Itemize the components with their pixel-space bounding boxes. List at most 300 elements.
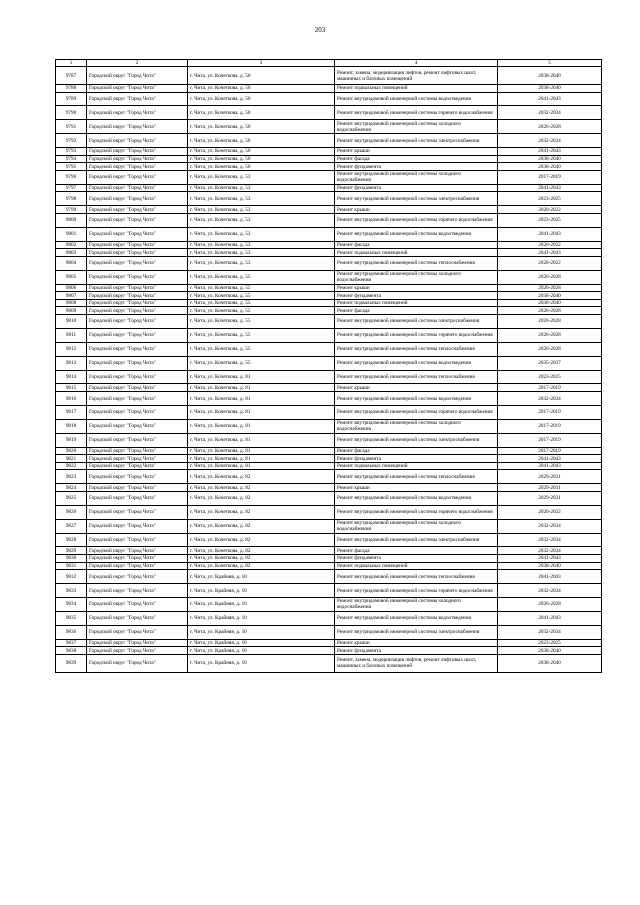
period-cell: 2038-2040: [498, 654, 602, 672]
row-number: 9835: [56, 611, 87, 625]
work-type-cell: Ремонт фасада: [335, 547, 498, 555]
municipality-cell: Городской округ "Город Чита": [87, 227, 188, 241]
address-cell: г. Чита, ул. Кочеткова, д. 50: [188, 92, 335, 106]
work-type-cell: Ремонт крыши: [335, 206, 498, 214]
municipality-cell: Городской округ "Город Чита": [87, 307, 188, 315]
row-number: 9791: [56, 120, 87, 134]
row-number: 9822: [56, 462, 87, 470]
row-number: 9827: [56, 519, 87, 533]
municipality-cell: Городской округ "Город Чита": [87, 405, 188, 419]
address-cell: г. Чита, ул. Кочеткова, д. 55: [188, 299, 335, 307]
municipality-cell: Городской округ "Город Чита": [87, 598, 188, 612]
row-number: 9808: [56, 299, 87, 307]
table-row: [56, 484, 602, 492]
row-number: 9820: [56, 447, 87, 455]
table-row: [56, 505, 602, 519]
address-cell: г. Чита, ул. Кочеткова, д. 50: [188, 163, 335, 171]
work-type-cell: Ремонт внутридомовой инженерной системы электроснабжения: [335, 433, 498, 447]
address-cell: г. Чита, ул. Кочеткова, д. 82: [188, 547, 335, 555]
address-cell: г. Чита, ул. Кочеткова, д. 81: [188, 455, 335, 463]
address-cell: г. Чита, ул. Кочеткова, д. 82: [188, 491, 335, 505]
row-number: 9814: [56, 370, 87, 384]
work-type-cell: Ремонт внутридомовой инженерной системы теплоснабжения: [335, 370, 498, 384]
work-type-cell: Ремонт подвальных помещений: [335, 249, 498, 257]
municipality-cell: Городской округ "Город Чита": [87, 462, 188, 470]
municipality-cell: Городской округ "Город Чита": [87, 370, 188, 384]
address-cell: г. Чита, ул. Кочеткова, д. 81: [188, 405, 335, 419]
municipality-cell: Городской округ "Город Чита": [87, 85, 188, 93]
municipality-cell: Городской округ "Город Чита": [87, 270, 188, 284]
address-cell: г. Чита, ул. Крайняя, д. 10: [188, 570, 335, 584]
work-type-cell: Ремонт внутридомовой инженерной системы электроснабжения: [335, 533, 498, 547]
municipality-cell: Городской округ "Город Чита": [87, 342, 188, 356]
municipality-cell: Городской округ "Город Чита": [87, 292, 188, 300]
address-cell: г. Чита, ул. Кочеткова, д. 82: [188, 519, 335, 533]
row-number: 9826: [56, 505, 87, 519]
address-cell: г. Чита, ул. Кочеткова, д. 53: [188, 256, 335, 270]
address-cell: г. Чита, ул. Кочеткова, д. 50: [188, 148, 335, 156]
table-row: [56, 547, 602, 555]
municipality-cell: Городской округ "Город Чита": [87, 299, 188, 307]
period-cell: 2038-2040: [498, 67, 602, 85]
period-cell: 2038-2040: [498, 299, 602, 307]
row-number: 9834: [56, 598, 87, 612]
period-cell: 2026-2028: [498, 284, 602, 292]
row-number: 9815: [56, 384, 87, 392]
table-row: [56, 256, 602, 270]
address-cell: г. Чита, ул. Кочеткова, д. 53: [188, 249, 335, 257]
work-type-cell: Ремонт внутридомовой инженерной системы водоотведения: [335, 611, 498, 625]
period-cell: 2017-2019: [498, 433, 602, 447]
table-row: [56, 654, 602, 672]
column-header: 3: [188, 60, 335, 67]
table-row: [56, 462, 602, 470]
work-type-cell: Ремонт фундамента: [335, 163, 498, 171]
work-type-cell: Ремонт фундамента: [335, 292, 498, 300]
municipality-cell: Городской округ "Город Чита": [87, 570, 188, 584]
row-number: 9797: [56, 184, 87, 192]
period-cell: 2038-2040: [498, 647, 602, 655]
table-row: [56, 455, 602, 463]
table-row: [56, 470, 602, 484]
period-cell: 2041-2043: [498, 249, 602, 257]
table-row: [56, 555, 602, 563]
period-cell: 2038-2040: [498, 163, 602, 171]
work-type-cell: Ремонт фасада: [335, 447, 498, 455]
address-cell: г. Чита, ул. Кочеткова, д. 55: [188, 342, 335, 356]
municipality-cell: Городской округ "Город Чита": [87, 120, 188, 134]
work-type-cell: Ремонт подвальных помещений: [335, 85, 498, 93]
address-cell: г. Чита, ул. Кочеткова, д. 81: [188, 447, 335, 455]
table-row: [56, 106, 602, 120]
address-cell: г. Чита, ул. Кочеткова, д. 55: [188, 284, 335, 292]
work-type-cell: Ремонт внутридомовой инженерной системы горячего водоснабжения: [335, 328, 498, 342]
table-row: [56, 241, 602, 249]
municipality-cell: Городской округ "Город Чита": [87, 519, 188, 533]
work-type-cell: Ремонт внутридомовой инженерной системы холодного водоснабжения: [335, 519, 498, 533]
table-row: [56, 213, 602, 227]
row-number: 9799: [56, 206, 87, 214]
work-type-cell: Ремонт крыши: [335, 148, 498, 156]
municipality-cell: Городской округ "Город Чита": [87, 249, 188, 257]
period-cell: 2032-2034: [498, 134, 602, 148]
municipality-cell: Городской округ "Город Чита": [87, 163, 188, 171]
municipality-cell: Городской округ "Город Чита": [87, 419, 188, 433]
period-cell: 2026-2028: [498, 342, 602, 356]
row-number: 9831: [56, 562, 87, 570]
period-cell: 2017-2019: [498, 384, 602, 392]
address-cell: г. Чита, ул. Крайняя, д. 10: [188, 611, 335, 625]
table-row: [56, 491, 602, 505]
work-type-cell: Ремонт внутридомовой инженерной системы теплоснабжения: [335, 570, 498, 584]
table-row: [56, 598, 602, 612]
row-number: 9825: [56, 491, 87, 505]
table-row: [56, 284, 602, 292]
period-cell: 2032-2034: [498, 533, 602, 547]
address-cell: г. Чита, ул. Кочеткова, д. 50: [188, 67, 335, 85]
period-cell: 2032-2034: [498, 547, 602, 555]
work-type-cell: Ремонт внутридомовой инженерной системы электроснабжения: [335, 315, 498, 329]
address-cell: г. Чита, ул. Крайняя, д. 10: [188, 639, 335, 647]
address-cell: г. Чита, ул. Кочеткова, д. 53: [188, 213, 335, 227]
period-cell: 2032-2034: [498, 584, 602, 598]
period-cell: 2017-2019: [498, 405, 602, 419]
row-number: 9790: [56, 106, 87, 120]
period-cell: 2023-2025: [498, 370, 602, 384]
period-cell: 2041-2043: [498, 184, 602, 192]
municipality-cell: Городской округ "Город Чита": [87, 555, 188, 563]
address-cell: г. Чита, ул. Кочеткова, д. 53: [188, 227, 335, 241]
work-type-cell: Ремонт фасада: [335, 307, 498, 315]
period-cell: 2038-2040: [498, 155, 602, 163]
row-number: 9819: [56, 433, 87, 447]
work-type-cell: Ремонт фасада: [335, 155, 498, 163]
period-cell: 2023-2025: [498, 192, 602, 206]
period-cell: 2041-2043: [498, 92, 602, 106]
period-cell: 2026-2028: [498, 270, 602, 284]
address-cell: г. Чита, ул. Кочеткова, д. 55: [188, 328, 335, 342]
work-type-cell: Ремонт крыши: [335, 639, 498, 647]
table-row: [56, 92, 602, 106]
row-number: 9801: [56, 227, 87, 241]
municipality-cell: Городской округ "Город Чита": [87, 484, 188, 492]
column-header: 4: [335, 60, 498, 67]
address-cell: г. Чита, ул. Кочеткова, д. 82: [188, 562, 335, 570]
municipality-cell: Городской округ "Город Чита": [87, 455, 188, 463]
row-number: 9802: [56, 241, 87, 249]
address-cell: г. Чита, ул. Крайняя, д. 10: [188, 625, 335, 639]
table-row: [56, 384, 602, 392]
row-number: 9811: [56, 328, 87, 342]
work-type-cell: Ремонт крыши: [335, 284, 498, 292]
row-number: 9806: [56, 284, 87, 292]
address-cell: г. Чита, ул. Кочеткова, д. 53: [188, 206, 335, 214]
period-cell: 2032-2034: [498, 625, 602, 639]
municipality-cell: Городской округ "Город Чита": [87, 562, 188, 570]
row-number: 9800: [56, 213, 87, 227]
table-row: [56, 570, 602, 584]
address-cell: г. Чита, ул. Крайняя, д. 10: [188, 647, 335, 655]
table-row: [56, 405, 602, 419]
table-row: [56, 67, 602, 85]
row-number: 9793: [56, 148, 87, 156]
municipality-cell: Городской округ "Город Чита": [87, 647, 188, 655]
period-cell: 2026-2028: [498, 328, 602, 342]
period-cell: 2041-2043: [498, 570, 602, 584]
row-number: 9833: [56, 584, 87, 598]
municipality-cell: Городской округ "Город Чита": [87, 155, 188, 163]
row-number: 9805: [56, 270, 87, 284]
municipality-cell: Городской округ "Город Чита": [87, 611, 188, 625]
municipality-cell: Городской округ "Город Чита": [87, 67, 188, 85]
municipality-cell: Городской округ "Город Чита": [87, 106, 188, 120]
municipality-cell: Городской округ "Город Чита": [87, 241, 188, 249]
address-cell: г. Чита, ул. Кочеткова, д. 50: [188, 106, 335, 120]
table-row: [56, 249, 602, 257]
work-type-cell: Ремонт внутридомовой инженерной системы водоотведения: [335, 491, 498, 505]
table-row: [56, 433, 602, 447]
table-row: [56, 370, 602, 384]
table-row: [56, 192, 602, 206]
address-cell: г. Чита, ул. Кочеткова, д. 81: [188, 392, 335, 406]
repair-schedule-table: [55, 59, 602, 673]
table-row: [56, 163, 602, 171]
address-cell: г. Чита, ул. Кочеткова, д. 53: [188, 184, 335, 192]
work-type-cell: Ремонт фасада: [335, 241, 498, 249]
work-type-cell: Ремонт внутридомовой инженерной системы электроснабжения: [335, 625, 498, 639]
municipality-cell: Городской округ "Город Чита": [87, 192, 188, 206]
row-number: 9838: [56, 647, 87, 655]
address-cell: г. Чита, ул. Кочеткова, д. 50: [188, 85, 335, 93]
period-cell: 2035-2037: [498, 356, 602, 370]
row-number: 9807: [56, 292, 87, 300]
work-type-cell: Ремонт крыши: [335, 384, 498, 392]
municipality-cell: Городской округ "Город Чита": [87, 134, 188, 148]
row-number: 9789: [56, 92, 87, 106]
table-row: [56, 447, 602, 455]
municipality-cell: Городской округ "Город Чита": [87, 625, 188, 639]
row-number: 9824: [56, 484, 87, 492]
municipality-cell: Городской округ "Город Чита": [87, 206, 188, 214]
period-cell: 2041-2043: [498, 611, 602, 625]
row-number: 9812: [56, 342, 87, 356]
period-cell: 2017-2019: [498, 447, 602, 455]
table-row: [56, 155, 602, 163]
table-row: [56, 356, 602, 370]
table-row: [56, 134, 602, 148]
period-cell: 2032-2034: [498, 519, 602, 533]
address-cell: г. Чита, ул. Кочеткова, д. 81: [188, 384, 335, 392]
work-type-cell: Ремонт внутридомовой инженерной системы горячего водоснабжения: [335, 405, 498, 419]
row-number: 9821: [56, 455, 87, 463]
address-cell: г. Чита, ул. Крайняя, д. 10: [188, 654, 335, 672]
period-cell: 2029-2031: [498, 470, 602, 484]
table-row: [56, 270, 602, 284]
period-cell: 2038-2040: [498, 562, 602, 570]
row-number: 9787: [56, 67, 87, 85]
page-number: 203: [314, 26, 326, 34]
address-cell: г. Чита, ул. Кочеткова, д. 53: [188, 241, 335, 249]
address-cell: г. Чита, ул. Кочеткова, д. 50: [188, 134, 335, 148]
period-cell: 2041-2043: [498, 555, 602, 563]
work-type-cell: Ремонт подвальных помещений: [335, 462, 498, 470]
table-row: [56, 562, 602, 570]
work-type-cell: Ремонт внутридомовой инженерной системы горячего водоснабжения: [335, 584, 498, 598]
municipality-cell: Городской округ "Город Чита": [87, 491, 188, 505]
work-type-cell: Ремонт внутридомовой инженерной системы водоотведения: [335, 227, 498, 241]
table-row: [56, 392, 602, 406]
table-row: [56, 342, 602, 356]
table-row: [56, 206, 602, 214]
address-cell: г. Чита, ул. Кочеткова, д. 82: [188, 533, 335, 547]
table-row: [56, 85, 602, 93]
work-type-cell: Ремонт, замена, модернизация лифтов, ремонт лифтовых шахт, машинных и блочных помещений: [335, 67, 498, 85]
municipality-cell: Городской округ "Город Чита": [87, 654, 188, 672]
municipality-cell: Городской округ "Город Чита": [87, 213, 188, 227]
address-cell: г. Чита, ул. Кочеткова, д. 81: [188, 370, 335, 384]
table-row: [56, 148, 602, 156]
work-type-cell: Ремонт фундамента: [335, 455, 498, 463]
period-cell: 2026-2028: [498, 307, 602, 315]
work-type-cell: Ремонт внутридомовой инженерной системы холодного водоснабжения: [335, 120, 498, 134]
work-type-cell: Ремонт крыши: [335, 484, 498, 492]
row-number: 9828: [56, 533, 87, 547]
period-cell: 2041-2043: [498, 148, 602, 156]
address-cell: г. Чита, ул. Кочеткова, д. 55: [188, 270, 335, 284]
table-row: [56, 292, 602, 300]
municipality-cell: Городской округ "Город Чита": [87, 184, 188, 192]
row-number: 9798: [56, 192, 87, 206]
municipality-cell: Городской округ "Город Чита": [87, 92, 188, 106]
municipality-cell: Городской округ "Город Чита": [87, 547, 188, 555]
table-row: [56, 625, 602, 639]
table-row: [56, 307, 602, 315]
table-row: [56, 315, 602, 329]
address-cell: г. Чита, ул. Кочеткова, д. 82: [188, 555, 335, 563]
table-row: [56, 419, 602, 433]
work-type-cell: Ремонт фундамента: [335, 555, 498, 563]
municipality-cell: Городской округ "Город Чита": [87, 170, 188, 184]
address-cell: г. Чита, ул. Крайняя, д. 10: [188, 598, 335, 612]
period-cell: 2032-2034: [498, 392, 602, 406]
row-number: 9804: [56, 256, 87, 270]
municipality-cell: Городской округ "Город Чита": [87, 148, 188, 156]
row-number: 9788: [56, 85, 87, 93]
address-cell: г. Чита, ул. Кочеткова, д. 50: [188, 120, 335, 134]
table-row: [56, 639, 602, 647]
municipality-cell: Городской округ "Город Чита": [87, 284, 188, 292]
work-type-cell: Ремонт внутридомовой инженерной системы теплоснабжения: [335, 256, 498, 270]
period-cell: 2020-2022: [498, 505, 602, 519]
column-header: 2: [87, 60, 188, 67]
table-row: [56, 227, 602, 241]
period-cell: 2029-2031: [498, 484, 602, 492]
address-cell: г. Чита, ул. Кочеткова, д. 81: [188, 433, 335, 447]
row-number: 9813: [56, 356, 87, 370]
work-type-cell: Ремонт, замена, модернизация лифтов, ремонт лифтовых шахт, машинных и блочных помещений: [335, 654, 498, 672]
work-type-cell: Ремонт внутридомовой инженерной системы горячего водоснабжения: [335, 213, 498, 227]
municipality-cell: Городской округ "Город Чита": [87, 315, 188, 329]
table-row: [56, 584, 602, 598]
period-cell: 2020-2022: [498, 256, 602, 270]
address-cell: г. Чита, ул. Кочеткова, д. 55: [188, 356, 335, 370]
row-number: 9839: [56, 654, 87, 672]
municipality-cell: Городской округ "Город Чита": [87, 328, 188, 342]
table-row: [56, 299, 602, 307]
table-row: [56, 519, 602, 533]
row-number: 9829: [56, 547, 87, 555]
row-number: 9818: [56, 419, 87, 433]
table-row: [56, 647, 602, 655]
work-type-cell: Ремонт подвальных помещений: [335, 299, 498, 307]
work-type-cell: Ремонт внутридомовой инженерной системы теплоснабжения: [335, 342, 498, 356]
address-cell: г. Чита, ул. Кочеткова, д. 82: [188, 470, 335, 484]
work-type-cell: Ремонт внутридомовой инженерной системы электроснабжения: [335, 192, 498, 206]
row-number: 9817: [56, 405, 87, 419]
municipality-cell: Городской округ "Город Чита": [87, 256, 188, 270]
work-type-cell: Ремонт фундамента: [335, 647, 498, 655]
work-type-cell: Ремонт внутридомовой инженерной системы водоотведения: [335, 92, 498, 106]
municipality-cell: Городской округ "Город Чита": [87, 639, 188, 647]
work-type-cell: Ремонт внутридомовой инженерной системы водоотведения: [335, 356, 498, 370]
period-cell: 2026-2028: [498, 315, 602, 329]
work-type-cell: Ремонт внутридомовой инженерной системы холодного водоснабжения: [335, 170, 498, 184]
row-number: 9830: [56, 555, 87, 563]
period-cell: 2041-2043: [498, 455, 602, 463]
row-number: 9796: [56, 170, 87, 184]
table-row: [56, 328, 602, 342]
work-type-cell: Ремонт внутридомовой инженерной системы холодного водоснабжения: [335, 598, 498, 612]
municipality-cell: Городской округ "Город Чита": [87, 505, 188, 519]
address-cell: г. Чита, ул. Кочеткова, д. 53: [188, 170, 335, 184]
period-cell: 2020-2022: [498, 241, 602, 249]
row-number: 9832: [56, 570, 87, 584]
row-number: 9792: [56, 134, 87, 148]
table-row: [56, 533, 602, 547]
period-cell: 2017-2019: [498, 170, 602, 184]
table-row: [56, 120, 602, 134]
row-number: 9836: [56, 625, 87, 639]
period-cell: 2026-2028: [498, 120, 602, 134]
column-number-row: [56, 60, 602, 67]
address-cell: г. Чита, ул. Кочеткова, д. 53: [188, 192, 335, 206]
address-cell: г. Чита, ул. Крайняя, д. 10: [188, 584, 335, 598]
row-number: 9837: [56, 639, 87, 647]
municipality-cell: Городской округ "Город Чита": [87, 433, 188, 447]
municipality-cell: Городской округ "Город Чита": [87, 470, 188, 484]
period-cell: 2023-2025: [498, 213, 602, 227]
column-header: 1: [56, 60, 87, 67]
column-header: 5: [498, 60, 602, 67]
period-cell: 2038-2040: [498, 292, 602, 300]
row-number: 9794: [56, 155, 87, 163]
row-number: 9809: [56, 307, 87, 315]
row-number: 9823: [56, 470, 87, 484]
period-cell: 2017-2019: [498, 419, 602, 433]
row-number: 9795: [56, 163, 87, 171]
table-row: [56, 611, 602, 625]
municipality-cell: Городской округ "Город Чита": [87, 584, 188, 598]
table-row: [56, 170, 602, 184]
work-type-cell: Ремонт внутридомовой инженерной системы электроснабжения: [335, 134, 498, 148]
address-cell: г. Чита, ул. Кочеткова, д. 82: [188, 505, 335, 519]
municipality-cell: Городской округ "Город Чита": [87, 356, 188, 370]
period-cell: 2038-2040: [498, 85, 602, 93]
row-number: 9810: [56, 315, 87, 329]
period-cell: 2032-2034: [498, 106, 602, 120]
address-cell: г. Чита, ул. Кочеткова, д. 81: [188, 419, 335, 433]
table-row: [56, 184, 602, 192]
